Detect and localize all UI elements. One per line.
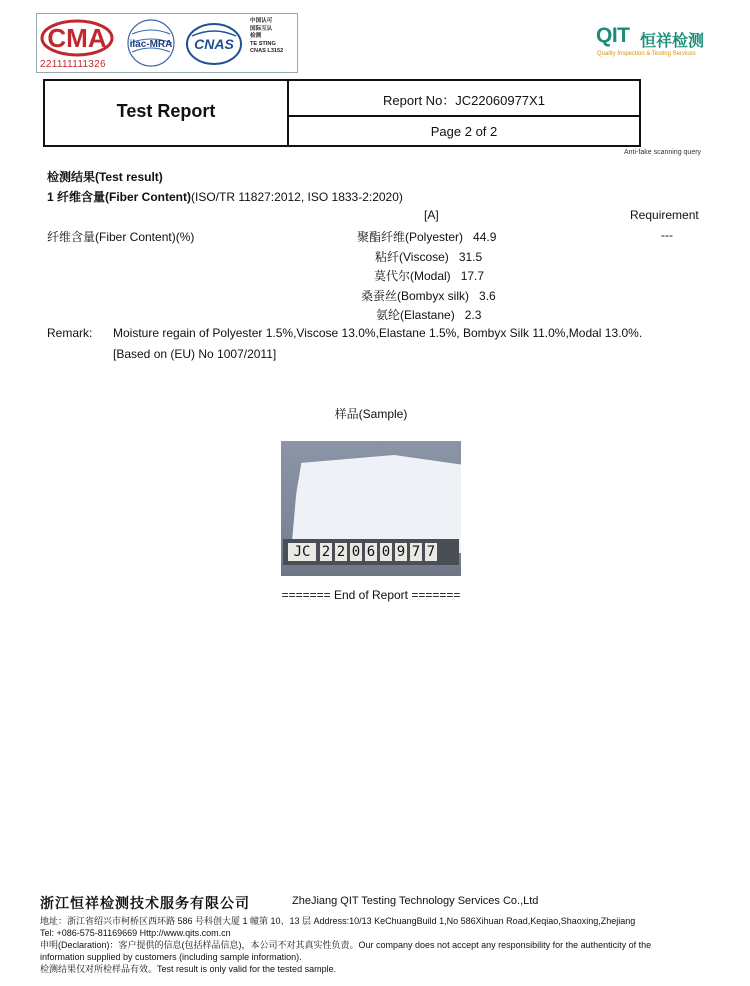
- footer-contact: Tel: +086-575-81169669 Http://www.qits.com.cn: [40, 928, 231, 938]
- fiber-value: 44.9: [473, 230, 497, 244]
- fiber-row-viscose: [375, 248, 482, 265]
- sample-label-char: JC: [288, 543, 316, 561]
- requirement-value: ---: [661, 228, 673, 242]
- cnas-accreditation-text: [250, 18, 283, 56]
- cma-certificate-number: 221111111326: [40, 59, 106, 70]
- sample-label-char: 7: [426, 544, 436, 560]
- sample-label-char: 9: [396, 544, 406, 560]
- fiber-row-elastane: [376, 306, 481, 323]
- sample-label-char: 0: [351, 544, 361, 560]
- sample-caption: 样品(Sample): [334, 407, 408, 421]
- footer-declaration: 申明(Declaration)：客户提供的信息(包括样品信息)，本公司不对其真实性负责。Our company does not accept any responsibility for the authenticity of the: [40, 940, 652, 950]
- section-title: 1 纤维含量(Fiber Content): [47, 190, 191, 204]
- sample-label-char: 6: [366, 544, 376, 560]
- sample-label-char: 7: [411, 544, 421, 560]
- cnas-line: CNAS L3152: [250, 48, 284, 55]
- fiber-value: 17.7: [460, 269, 485, 283]
- cma-logo-text: CMA: [47, 23, 107, 53]
- sample-label-char: 0: [381, 544, 391, 560]
- fiber-content-row-label: 纤维含量(Fiber Content)(%): [47, 230, 195, 244]
- qit-tagline: Quality Inspection & Testing Services: [597, 51, 696, 57]
- fiber-row-modal: [374, 267, 484, 284]
- cnas-line: TE STING: [250, 40, 276, 47]
- footer-address: 地址：浙江省绍兴市柯桥区西环路 586 号科创大厦 1 幢第 10、13 层 Address:10/13 KeChuangBuild 1,No 586Xihuan Road,Keqiao,Shaoxing,Zhejiang: [40, 916, 636, 926]
- qit-company-logo: QIT: [596, 24, 630, 47]
- report-title: Test Report: [116, 101, 216, 121]
- ilac-logo-text: ilac-MRA: [129, 39, 173, 50]
- fiber-value: 31.5: [458, 250, 483, 264]
- cma-logo: [40, 18, 114, 58]
- fiber-name: 聚酯纤维(Polyester): [357, 230, 464, 244]
- cnas-logo: [186, 22, 242, 66]
- remark-regulation: [Based on (EU) No 1007/2011]: [113, 347, 277, 361]
- sample-photo: [281, 441, 461, 576]
- fiber-name: 莫代尔(Modal): [374, 269, 451, 283]
- section-standard: (ISO/TR 11827:2012, ISO 1833-2:2020): [191, 190, 403, 204]
- anti-fake-query-link[interactable]: Anti-fake scanning query: [624, 149, 702, 156]
- fiber-name: 桑蚕丝(Bombyx silk): [361, 289, 470, 303]
- footer-company-name-en: ZheJiang QIT Testing Technology Services Co.,Ltd: [292, 895, 539, 907]
- remark-label: Remark:: [47, 326, 93, 340]
- sample-label-char: 2: [336, 544, 346, 560]
- cnas-logo-text: CNAS: [194, 36, 234, 52]
- fiber-value: 2.3: [464, 308, 482, 322]
- section-fiber-content: [47, 188, 403, 205]
- remark-text: Moisture regain of Polyester 1.5%,Viscose 13.0%,Elastane 1.5%, Bombyx Silk 11.0%,Modal 13.0%.: [113, 326, 643, 340]
- cnas-line: 检测: [250, 33, 262, 40]
- page-number: Page 2 of 2: [430, 124, 498, 139]
- ilac-mra-logo: [124, 18, 178, 68]
- cnas-line: 国际互认: [250, 25, 273, 32]
- footer-validity-note: 检测结果仅对所检样品有效。Test result is only valid for the tested sample.: [40, 964, 337, 974]
- footer-company-name-cn: 浙江恒祥检测技术服务有限公司: [40, 896, 250, 912]
- end-of-report: ======= End of Report =======: [281, 588, 461, 602]
- footer-declaration-continued: information supplied by customers (including sample information).: [40, 952, 302, 962]
- column-a-header: [A]: [424, 208, 439, 222]
- column-requirement-header: Requirement: [630, 208, 699, 222]
- fiber-value: 3.6: [479, 289, 496, 303]
- test-result-heading: 检测结果(Test result): [47, 170, 163, 184]
- fiber-row-bombyx-silk: [361, 287, 496, 304]
- table-divider-horizontal: [287, 115, 641, 117]
- fiber-row-polyester: [357, 228, 496, 245]
- cnas-line: 中国认可: [250, 18, 273, 24]
- sample-label-char: 2: [321, 544, 331, 560]
- report-number: Report No：JC22060977X1: [383, 93, 545, 108]
- qit-company-logo-cn: 恒祥检测: [640, 31, 705, 50]
- fiber-name: 粘纤(Viscose): [375, 250, 449, 264]
- fiber-name: 氨纶(Elastane): [376, 308, 455, 322]
